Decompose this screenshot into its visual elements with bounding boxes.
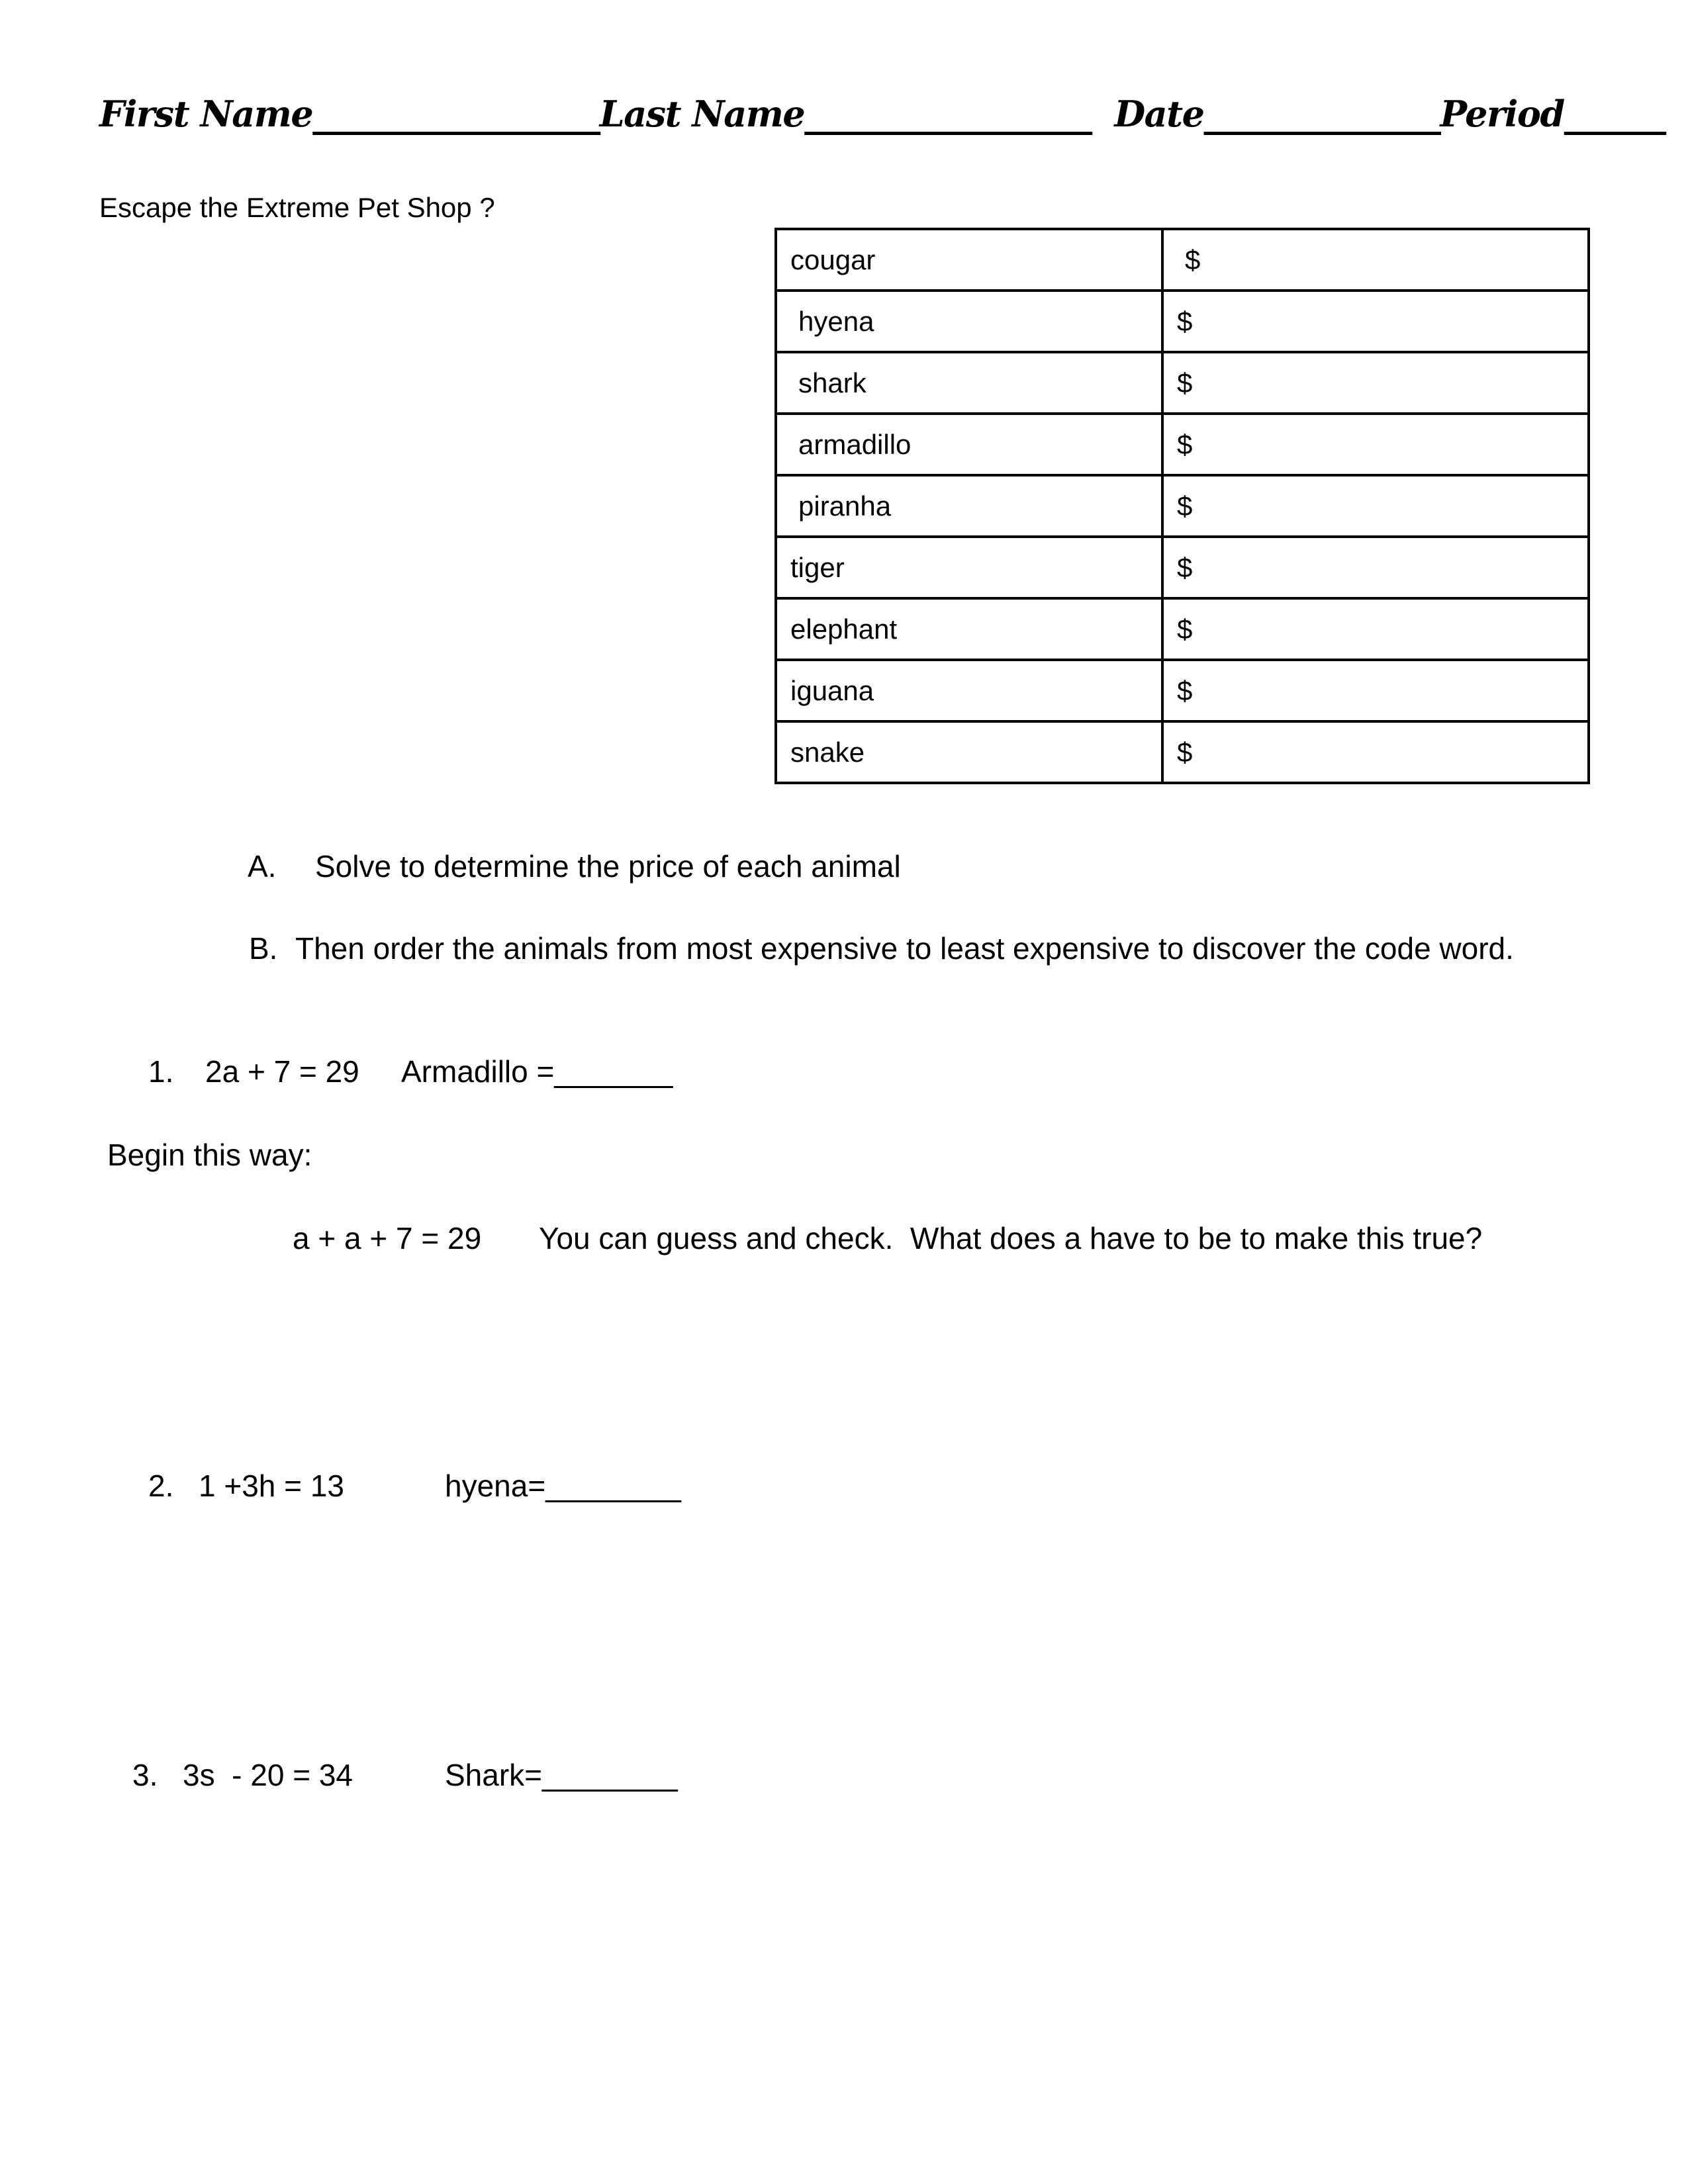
- table-row: [776, 660, 1589, 721]
- instruction-a-marker: A.: [248, 849, 277, 884]
- animal-name-cell: elephant: [776, 598, 1162, 660]
- price-cell[interactable]: $: [1162, 291, 1589, 352]
- table-row: [776, 721, 1589, 783]
- price-cell[interactable]: $: [1162, 414, 1589, 475]
- question-1-answer-blank[interactable]: Armadillo =_______: [401, 1054, 673, 1089]
- animal-name-cell: piranha: [776, 475, 1162, 537]
- animal-name-cell: cougar: [776, 229, 1162, 291]
- price-cell[interactable]: $: [1162, 721, 1589, 783]
- student-info-header: First Name_________________Last Name_________________ Date______________Period______: [99, 93, 1665, 135]
- table-row: [776, 229, 1589, 291]
- table-row: [776, 291, 1589, 352]
- animal-name-cell: tiger: [776, 537, 1162, 598]
- animal-name-cell: armadillo: [776, 414, 1162, 475]
- table-row: [776, 352, 1589, 414]
- price-cell[interactable]: $: [1162, 229, 1589, 291]
- table-row: [776, 537, 1589, 598]
- hint-text: You can guess and check. What does a have to be to make this true?: [539, 1221, 1483, 1255]
- hint-equation: a + a + 7 = 29: [293, 1221, 482, 1255]
- instruction-b-text: Then order the animals from most expensive to least expensive to discover the code word.: [295, 931, 1514, 966]
- question-1-number: 1.: [148, 1054, 174, 1089]
- price-cell[interactable]: $: [1162, 475, 1589, 537]
- animal-name-cell: hyena: [776, 291, 1162, 352]
- question-2-equation: 1 +3h = 13: [199, 1469, 344, 1503]
- price-cell[interactable]: $: [1162, 660, 1589, 721]
- instruction-a-text: Solve to determine the price of each animal: [315, 849, 901, 884]
- table-row: [776, 414, 1589, 475]
- worksheet-title: Escape the Extreme Pet Shop ?: [99, 192, 495, 223]
- table-row: [776, 475, 1589, 537]
- animal-price-table: [774, 228, 1590, 784]
- question-3-number: 3.: [132, 1758, 158, 1792]
- animal-name-cell: iguana: [776, 660, 1162, 721]
- instruction-b-marker: B.: [249, 931, 278, 966]
- question-2-number: 2.: [148, 1469, 174, 1503]
- animal-name-cell: shark: [776, 352, 1162, 414]
- table-row: [776, 598, 1589, 660]
- question-1-equation: 2a + 7 = 29: [205, 1054, 359, 1089]
- price-cell[interactable]: $: [1162, 537, 1589, 598]
- hint-intro: Begin this way:: [107, 1138, 312, 1172]
- price-cell[interactable]: $: [1162, 352, 1589, 414]
- animal-name-cell: snake: [776, 721, 1162, 783]
- question-2-answer-blank[interactable]: hyena=________: [445, 1469, 681, 1503]
- price-cell[interactable]: $: [1162, 598, 1589, 660]
- question-3-equation: 3s - 20 = 34: [183, 1758, 353, 1792]
- question-3-answer-blank[interactable]: Shark=________: [445, 1758, 678, 1792]
